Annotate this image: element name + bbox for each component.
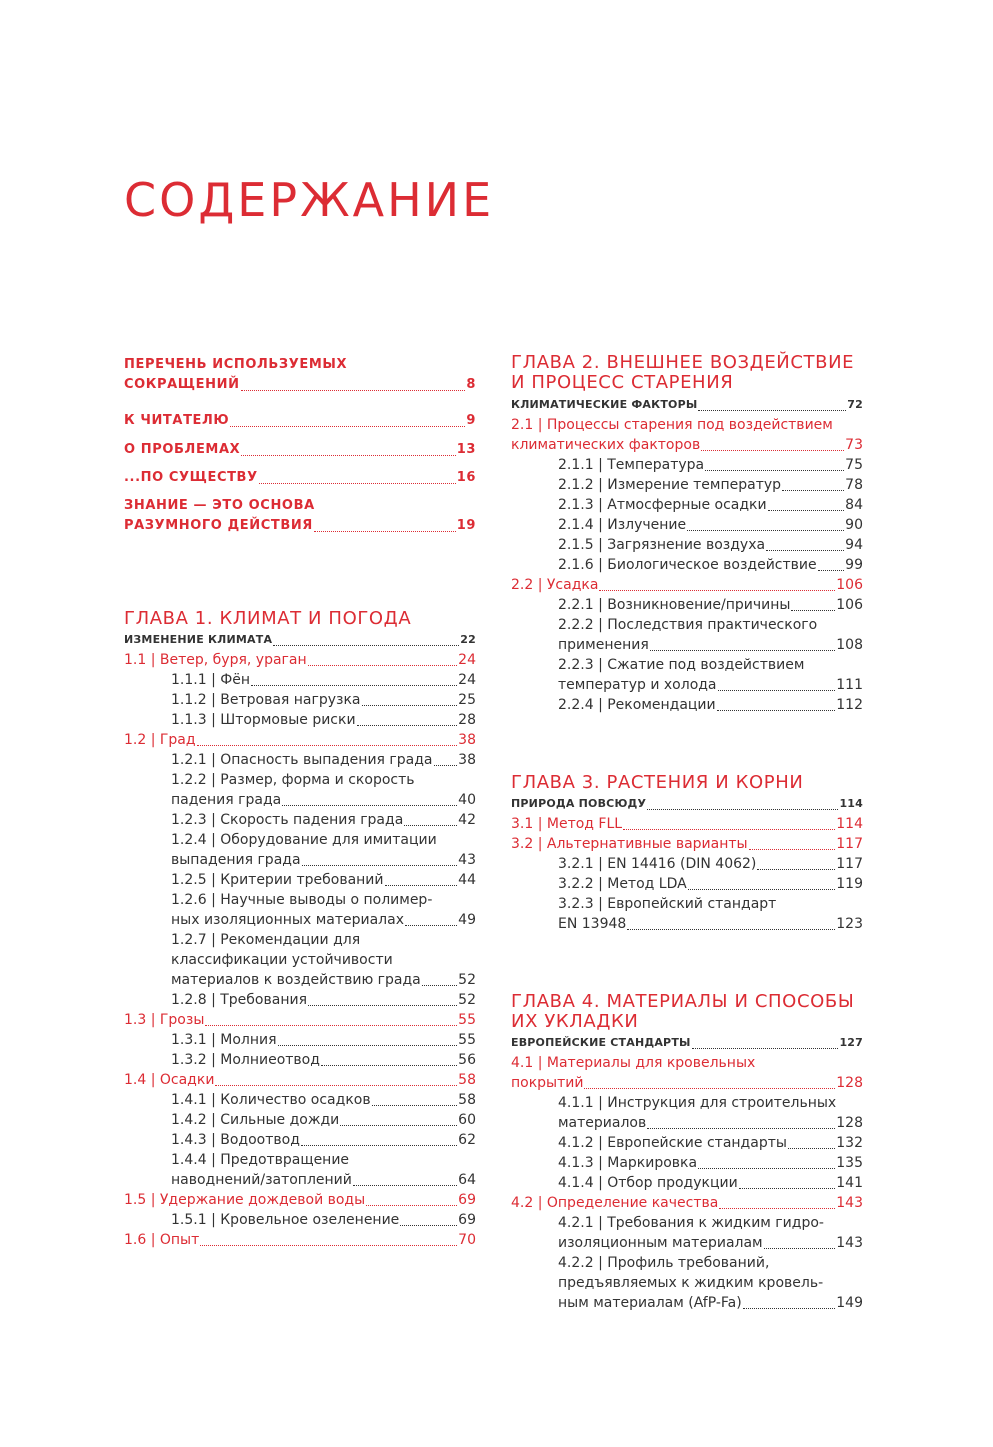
chapter-4-heading-line2[interactable]: ИХ УКЛАДКИ xyxy=(511,1011,639,1032)
toc-2-2-2-line1[interactable]: 2.2.2 | Последствия практического xyxy=(558,617,818,633)
toc-4-1-3[interactable]: 4.1.3 | Маркировка 135 xyxy=(558,1155,863,1171)
toc-1-2-4[interactable]: выпадения града 43 xyxy=(171,852,476,868)
toc-2-1-5[interactable]: 2.1.5 | Загрязнение воздуха 94 xyxy=(558,537,863,553)
toc-1-2-6-line1[interactable]: 1.2.6 | Научные выводы о полимер- xyxy=(171,892,433,908)
toc-3-2-2[interactable]: 3.2.2 | Метод LDA 119 xyxy=(558,876,863,892)
toc-climatic-factors[interactable]: КЛИМАТИЧЕСКИЕ ФАКТОРЫ 72 xyxy=(511,398,863,411)
toc-1-4-1[interactable]: 1.4.1 | Количество осадков 58 xyxy=(171,1092,476,1108)
toc-1-5-1[interactable]: 1.5.1 | Кровельное озеленение 69 xyxy=(171,1212,476,1228)
toc-1-4-4[interactable]: наводнений/затоплений 64 xyxy=(171,1172,476,1188)
toc-4-2[interactable]: 4.2 | Определение качества 143 xyxy=(511,1195,863,1211)
toc-climate-change[interactable]: ИЗМЕНЕНИЕ КЛИМАТА 22 xyxy=(124,633,476,646)
toc-1-2-1[interactable]: 1.2.1 | Опасность выпадения града 38 xyxy=(171,752,476,768)
toc-1-1-1[interactable]: 1.1.1 | Фён 24 xyxy=(171,672,476,688)
chapter-4-heading-line1[interactable]: ГЛАВА 4. МАТЕРИАЛЫ И СПОСОБЫ xyxy=(511,991,855,1012)
toc-3-2[interactable]: 3.2 | Альтернативные варианты 117 xyxy=(511,836,863,852)
toc-abbreviations[interactable]: СОКРАЩЕНИЙ 8 xyxy=(124,377,476,392)
toc-1-2-7[interactable]: материалов к воздействию града 52 xyxy=(171,972,476,988)
chapter-2-heading-line2[interactable]: И ПРОЦЕСС СТАРЕНИЯ xyxy=(511,372,734,393)
toc-1-2-2[interactable]: падения града 40 xyxy=(171,792,476,808)
toc-nature-everywhere[interactable]: ПРИРОДА ПОВСЮДУ 114 xyxy=(511,797,863,810)
toc-2-1[interactable]: климатических факторов 73 xyxy=(511,437,863,453)
toc-1-2[interactable]: 1.2 | Град 38 xyxy=(124,732,476,748)
toc-4-1-line1[interactable]: 4.1 | Материалы для кровельных xyxy=(511,1055,756,1071)
toc-2-1-1[interactable]: 2.1.1 | Температура 75 xyxy=(558,457,863,473)
toc-1-3-1[interactable]: 1.3.1 | Молния 55 xyxy=(171,1032,476,1048)
toc-1-2-7-line1[interactable]: 1.2.7 | Рекомендации для xyxy=(171,932,361,948)
toc-1-2-2-line1[interactable]: 1.2.2 | Размер, форма и скорость xyxy=(171,772,415,788)
toc-essence[interactable]: ...ПО СУЩЕСТВУ 16 xyxy=(124,470,476,485)
chapter-2-heading-line1[interactable]: ГЛАВА 2. ВНЕШНЕЕ ВОЗДЕЙСТВИЕ xyxy=(511,352,855,373)
toc-european-standards[interactable]: ЕВРОПЕЙСКИЕ СТАНДАРТЫ 127 xyxy=(511,1036,863,1049)
toc-4-1-1[interactable]: материалов 128 xyxy=(558,1115,863,1131)
toc-knowledge-line1[interactable]: ЗНАНИЕ — ЭТО ОСНОВА xyxy=(124,498,315,513)
toc-1-5[interactable]: 1.5 | Удержание дождевой воды 69 xyxy=(124,1192,476,1208)
page-title: СОДЕРЖАНИЕ xyxy=(124,173,495,227)
toc-4-2-2[interactable]: ным материалам (AfP-Fa) 149 xyxy=(558,1295,863,1311)
toc-1-2-7-line2[interactable]: классификации устойчивости xyxy=(171,952,393,968)
toc-3-1[interactable]: 3.1 | Метод FLL 114 xyxy=(511,816,863,832)
toc-2-1-6[interactable]: 2.1.6 | Биологическое воздействие 99 xyxy=(558,557,863,573)
toc-1-4-3[interactable]: 1.4.3 | Водоотвод 62 xyxy=(171,1132,476,1148)
toc-2-2[interactable]: 2.2 | Усадка 106 xyxy=(511,577,863,593)
toc-4-1-1-line1[interactable]: 4.1.1 | Инструкция для строительных xyxy=(558,1095,837,1111)
toc-1-6[interactable]: 1.6 | Опыт 70 xyxy=(124,1232,476,1248)
toc-4-2-2-line1[interactable]: 4.2.2 | Профиль требований, xyxy=(558,1255,770,1271)
toc-2-2-3-line1[interactable]: 2.2.3 | Сжатие под воздействием xyxy=(558,657,805,673)
toc-1-1-3[interactable]: 1.1.3 | Штормовые риски 28 xyxy=(171,712,476,728)
toc-4-2-2-line2[interactable]: предъявляемых к жидким кровель- xyxy=(558,1275,824,1291)
toc-1-3-2[interactable]: 1.3.2 | Молниеотвод 56 xyxy=(171,1052,476,1068)
toc-1-4-2[interactable]: 1.4.2 | Сильные дожди 60 xyxy=(171,1112,476,1128)
toc-1-1-2[interactable]: 1.1.2 | Ветровая нагрузка 25 xyxy=(171,692,476,708)
toc-2-1-3[interactable]: 2.1.3 | Атмосферные осадки 84 xyxy=(558,497,863,513)
toc-4-2-1-line1[interactable]: 4.2.1 | Требования к жидким гидро- xyxy=(558,1215,824,1231)
toc-1-3[interactable]: 1.3 | Грозы 55 xyxy=(124,1012,476,1028)
toc-4-2-1[interactable]: изоляционным материалам 143 xyxy=(558,1235,863,1251)
toc-3-2-1[interactable]: 3.2.1 | EN 14416 (DIN 4062) 117 xyxy=(558,856,863,872)
toc-1-1[interactable]: 1.1 | Ветер, буря, ураган 24 xyxy=(124,652,476,668)
toc-knowledge[interactable]: РАЗУМНОГО ДЕЙСТВИЯ 19 xyxy=(124,518,476,533)
toc-2-2-2[interactable]: применения 108 xyxy=(558,637,863,653)
toc-2-1-2[interactable]: 2.1.2 | Измерение температур 78 xyxy=(558,477,863,493)
toc-4-1[interactable]: покрытий 128 xyxy=(511,1075,863,1091)
toc-problems[interactable]: О ПРОБЛЕМАХ 13 xyxy=(124,442,476,457)
toc-1-2-4-line1[interactable]: 1.2.4 | Оборудование для имитации xyxy=(171,832,437,848)
toc-left-column xyxy=(124,0,476,1447)
toc-1-2-3[interactable]: 1.2.3 | Скорость падения града 42 xyxy=(171,812,476,828)
toc-2-2-1[interactable]: 2.2.1 | Возникновение/причины 106 xyxy=(558,597,863,613)
toc-3-2-3-line1[interactable]: 3.2.3 | Европейский стандарт xyxy=(558,896,777,912)
chapter-3-heading[interactable]: ГЛАВА 3. РАСТЕНИЯ И КОРНИ xyxy=(511,772,804,793)
toc-1-4[interactable]: 1.4 | Осадки 58 xyxy=(124,1072,476,1088)
toc-3-2-3[interactable]: EN 13948 123 xyxy=(558,916,863,932)
toc-4-1-4[interactable]: 4.1.4 | Отбор продукции 141 xyxy=(558,1175,863,1191)
toc-1-4-4-line1[interactable]: 1.4.4 | Предотвращение xyxy=(171,1152,350,1168)
toc-2-2-4[interactable]: 2.2.4 | Рекомендации 112 xyxy=(558,697,863,713)
toc-to-reader[interactable]: К ЧИТАТЕЛЮ 9 xyxy=(124,413,476,428)
toc-4-1-2[interactable]: 4.1.2 | Европейские стандарты 132 xyxy=(558,1135,863,1151)
toc-right-column xyxy=(511,0,863,1447)
toc-2-1-4[interactable]: 2.1.4 | Излучение 90 xyxy=(558,517,863,533)
toc-2-2-3[interactable]: температур и холода 111 xyxy=(558,677,863,693)
toc-1-2-8[interactable]: 1.2.8 | Требования 52 xyxy=(171,992,476,1008)
toc-1-2-6[interactable]: ных изоляционных материалах 49 xyxy=(171,912,476,928)
toc-2-1-line1[interactable]: 2.1 | Процессы старения под воздействием xyxy=(511,417,833,433)
toc-abbreviations-line1[interactable]: ПЕРЕЧЕНЬ ИСПОЛЬЗУЕМЫХ xyxy=(124,357,348,372)
toc-1-2-5[interactable]: 1.2.5 | Критерии требований 44 xyxy=(171,872,476,888)
chapter-1-heading[interactable]: ГЛАВА 1. КЛИМАТ И ПОГОДА xyxy=(124,608,412,629)
